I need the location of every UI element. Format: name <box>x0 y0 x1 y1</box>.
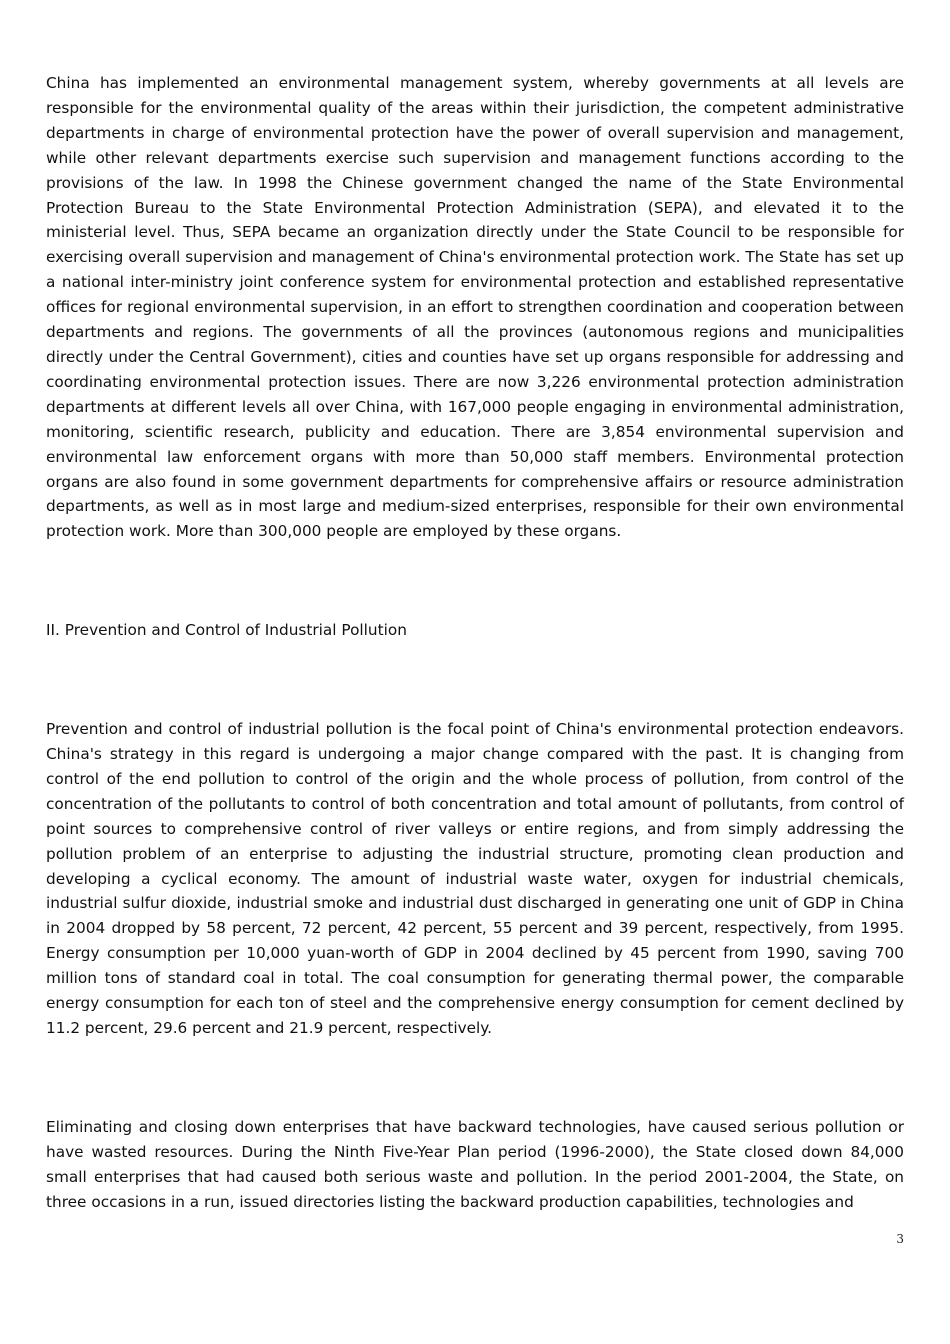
page-number: 3 <box>896 1232 904 1246</box>
document-body <box>46 71 904 1215</box>
paragraph-environmental-management-system: China has implemented an environmental management system, whereby governments at all levels are responsible for the environmental quality of the areas within their jurisdiction, the competent administrative departments in charge of environmental protection have the power of overall supervision and management, while other relevant departments exercise such supervision and management functions according to the provisions of the law. In 1998 the Chinese government changed the name of the State Environmental Protection Bureau to the State Environmental Protection Administration (SEPA), and elevated it to the ministerial level. Thus, SEPA became an organization directly under the State Council to be responsible for exercising overall supervision and management of China's environmental protection work. The State has set up a national inter-ministry joint conference system for environmental protection and established representative offices for regional environmental supervision, in an effort to strengthen coordination and cooperation between departments and regions. The governments of all the provinces (autonomous regions and municipalities directly under the Central Government), cities and counties have set up organs responsible for addressing and coordinating environmental protection issues. There are now 3,226 environmental protection administration departments at different levels all over China, with 167,000 people engaging in environmental administration, monitoring, scientific research, publicity and education. There are 3,854 environmental supervision and environmental law enforcement organs with more than 50,000 staff members. Environmental protection organs are also found in some government departments for comprehensive affairs or resource administration departments, as well as in most large and medium-sized enterprises, responsible for their own environmental protection work. More than 300,000 people are employed by these organs. <box>46 74 904 541</box>
paragraph-closing-enterprises: Eliminating and closing down enterprises that have backward technologies, have caused serious pollution or have wasted resources. During the Ninth Five-Year Plan period (1996-2000), the State closed down 84,000 small enterprises that had caused both serious waste and pollution. In the period 2001-2004, the State, on three occasions in a run, issued directories listing the backward production capabilities, technologies and <box>46 1117 904 1211</box>
paragraph-industrial-pollution-strategy: Prevention and control of industrial pollution is the focal point of China's environmental protection endeavors. China's strategy in this regard is undergoing a major change compared with the past. It is changing from control of the end pollution to control of the origin and the whole process of pollution, from control of the concentration of the pollutants to control of both concentration and total amount of pollutants, from control of point sources to comprehensive control of river valleys or entire regions, and from simply addressing the pollution problem of an enterprise to adjusting the industrial structure, promoting clean production and developing a cyclical economy. The amount of industrial waste water, oxygen for industrial chemicals, industrial sulfur dioxide, industrial smoke and industrial dust discharged in generating one unit of GDP in China in 2004 dropped by 58 percent, 72 percent, 42 percent, 55 percent and 39 percent, respectively, from 1995. Energy consumption per 10,000 yuan-worth of GDP in 2004 declined by 45 percent from 1990, saving 700 million tons of standard coal in total. The coal consumption for generating thermal power, the comparable energy consumption for each ton of steel and the comprehensive energy consumption for cement declined by 11.2 percent, 29.6 percent and 21.9 percent, respectively. <box>46 720 904 1037</box>
section-heading: II. Prevention and Control of Industrial Pollution <box>46 621 407 640</box>
